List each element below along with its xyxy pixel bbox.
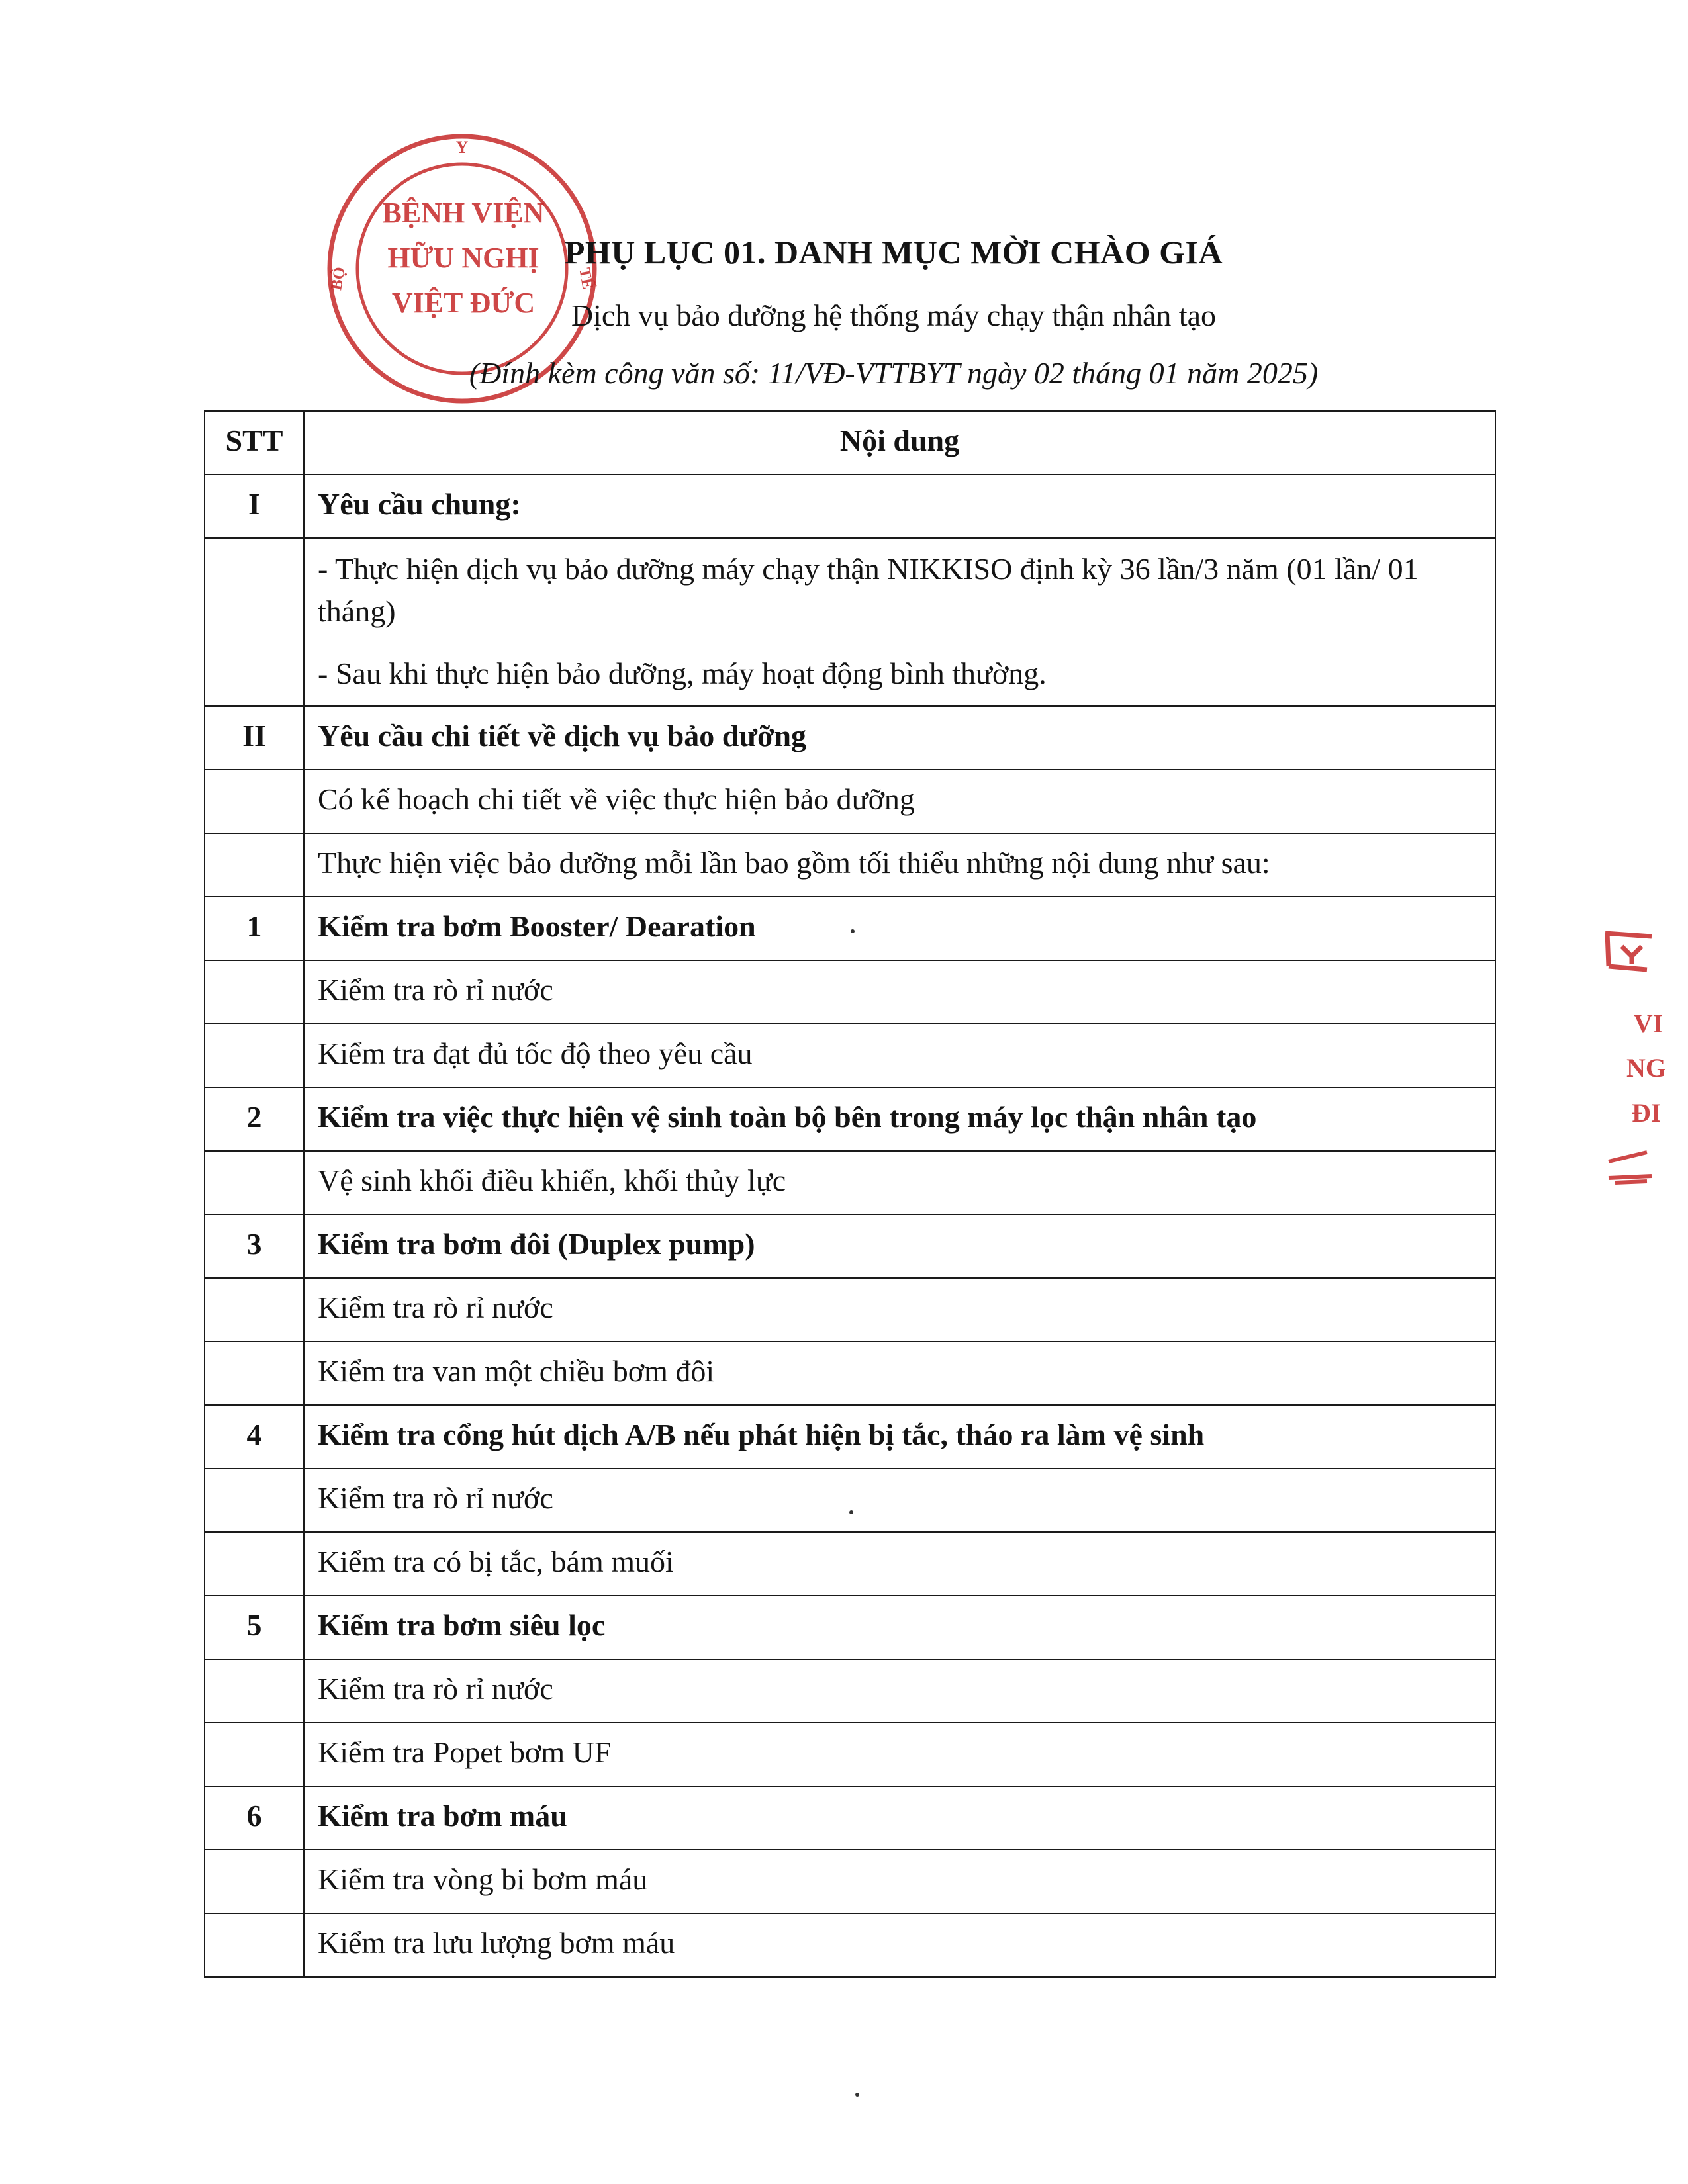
svg-text:BỘ: BỘ	[328, 265, 349, 292]
check-item: Kiểm tra lưu lượng bơm máu	[304, 1913, 1495, 1977]
table-row	[205, 1024, 1495, 1087]
item-title: Kiểm tra bơm máu	[304, 1786, 1495, 1850]
general-requirements-cell	[304, 538, 1495, 706]
scan-speck	[855, 2093, 859, 2097]
table-row	[205, 538, 1495, 706]
item-number: 3	[205, 1214, 304, 1278]
item-title: Kiểm tra cổng hút dịch A/B nếu phát hiện bị tắc, tháo ra làm vệ sinh	[304, 1405, 1495, 1469]
document-reference: (Đính kèm công văn số: 11/VĐ-VTTBYT ngày 02 tháng 01 năm 2025)	[469, 356, 1319, 390]
check-item: Kiểm tra rò rỉ nước	[304, 1278, 1495, 1342]
item-title-row	[205, 1786, 1495, 1850]
empty-stt-cell	[205, 1659, 304, 1723]
table-row	[205, 1723, 1495, 1786]
check-item: Vệ sinh khối điều khiển, khối thủy lực	[304, 1151, 1495, 1214]
svg-text:Y: Y	[455, 138, 469, 157]
section-row	[205, 706, 1495, 770]
check-item: Kiểm tra rò rỉ nước	[304, 1659, 1495, 1723]
row-text: Thực hiện việc bảo dưỡng mỗi lần bao gồm tối thiểu những nội dung như sau:	[304, 833, 1495, 897]
empty-stt-cell	[205, 960, 304, 1024]
table-row	[205, 1151, 1495, 1214]
item-title: Kiểm tra việc thực hiện vệ sinh toàn bộ bên trong máy lọc thận nhân tạo	[304, 1087, 1495, 1151]
item-number: 6	[205, 1786, 304, 1850]
table-row	[205, 960, 1495, 1024]
item-title: Kiểm tra bơm đôi (Duplex pump)	[304, 1214, 1495, 1278]
item-title-row	[205, 1596, 1495, 1659]
item-title-row	[205, 1087, 1495, 1151]
empty-stt-cell	[205, 1342, 304, 1405]
check-item: Kiểm tra có bị tắc, bám muối	[304, 1532, 1495, 1596]
check-item: Kiểm tra rò rỉ nước	[304, 1469, 1495, 1532]
scan-speck	[851, 929, 855, 933]
table-header-row	[205, 411, 1495, 475]
check-item: Kiểm tra van một chiều bơm đôi	[304, 1342, 1495, 1405]
section-row	[205, 475, 1495, 538]
table-row	[205, 1469, 1495, 1532]
empty-stt-cell	[205, 1532, 304, 1596]
check-item: Kiểm tra Popet bơm UF	[304, 1723, 1495, 1786]
requirements-table	[204, 410, 1496, 1978]
section-number: I	[205, 475, 304, 538]
empty-stt-cell	[205, 538, 304, 706]
item-title-row	[205, 1405, 1495, 1469]
section-title: Yêu cầu chung:	[304, 475, 1495, 538]
empty-stt-cell	[205, 1151, 304, 1214]
row-text: Có kế hoạch chi tiết về việc thực hiện bảo dưỡng	[304, 770, 1495, 833]
empty-stt-cell	[205, 833, 304, 897]
table-row	[205, 1532, 1495, 1596]
svg-text:TẾ: TẾ	[575, 266, 596, 291]
margin-seal-stamp	[1569, 917, 1688, 1201]
seal-line-3: VIỆT ĐỨC	[391, 287, 536, 319]
table-row	[205, 1659, 1495, 1723]
table-row	[205, 1342, 1495, 1405]
table-row	[205, 770, 1495, 833]
scan-speck	[849, 1510, 853, 1514]
seal-line-1: BỆNH VIỆN	[382, 197, 545, 229]
item-title-row	[205, 897, 1495, 960]
item-number: 2	[205, 1087, 304, 1151]
empty-stt-cell	[205, 1850, 304, 1913]
header-stt: STT	[205, 411, 304, 475]
item-number: 5	[205, 1596, 304, 1659]
requirement-text: - Thực hiện dịch vụ bảo dưỡng máy chạy thận NIKKISO định kỳ 36 lần/3 năm (01 lần/ 01 tháng)	[318, 552, 1419, 628]
seal-line-2: HỮU NGHỊ	[387, 242, 539, 274]
item-title: Kiểm tra bơm siêu lọc	[304, 1596, 1495, 1659]
document-subtitle: Dịch vụ bảo dưỡng hệ thống máy chạy thận nhân tạo	[571, 298, 1217, 332]
table-row	[205, 1850, 1495, 1913]
check-item: Kiểm tra rò rỉ nước	[304, 960, 1495, 1024]
check-item: Kiểm tra đạt đủ tốc độ theo yêu cầu	[304, 1024, 1495, 1087]
empty-stt-cell	[205, 1913, 304, 1977]
empty-stt-cell	[205, 1723, 304, 1786]
empty-stt-cell	[205, 770, 304, 833]
empty-stt-cell	[205, 1024, 304, 1087]
margin-seal-text-2: NG	[1626, 1053, 1666, 1083]
item-number: 4	[205, 1405, 304, 1469]
requirement-text: - Sau khi thực hiện bảo dưỡng, máy hoạt động bình thường.	[318, 657, 1047, 690]
margin-seal-text-3: ĐI	[1631, 1098, 1662, 1128]
table-row	[205, 1913, 1495, 1977]
section-title: Yêu cầu chi tiết về dịch vụ bảo dưỡng	[304, 706, 1495, 770]
margin-seal-text-1: VI	[1633, 1009, 1664, 1038]
table-row	[205, 833, 1495, 897]
empty-stt-cell	[205, 1469, 304, 1532]
header-content: Nội dung	[304, 411, 1495, 475]
document-title: PHỤ LỤC 01. DANH MỤC MỜI CHÀO GIÁ	[564, 234, 1223, 271]
empty-stt-cell	[205, 1278, 304, 1342]
item-title-row	[205, 1214, 1495, 1278]
section-number: II	[205, 706, 304, 770]
table-row	[205, 1278, 1495, 1342]
item-number: 1	[205, 897, 304, 960]
item-title: Kiểm tra bơm Booster/ Dearation	[304, 897, 1495, 960]
check-item: Kiểm tra vòng bi bơm máu	[304, 1850, 1495, 1913]
